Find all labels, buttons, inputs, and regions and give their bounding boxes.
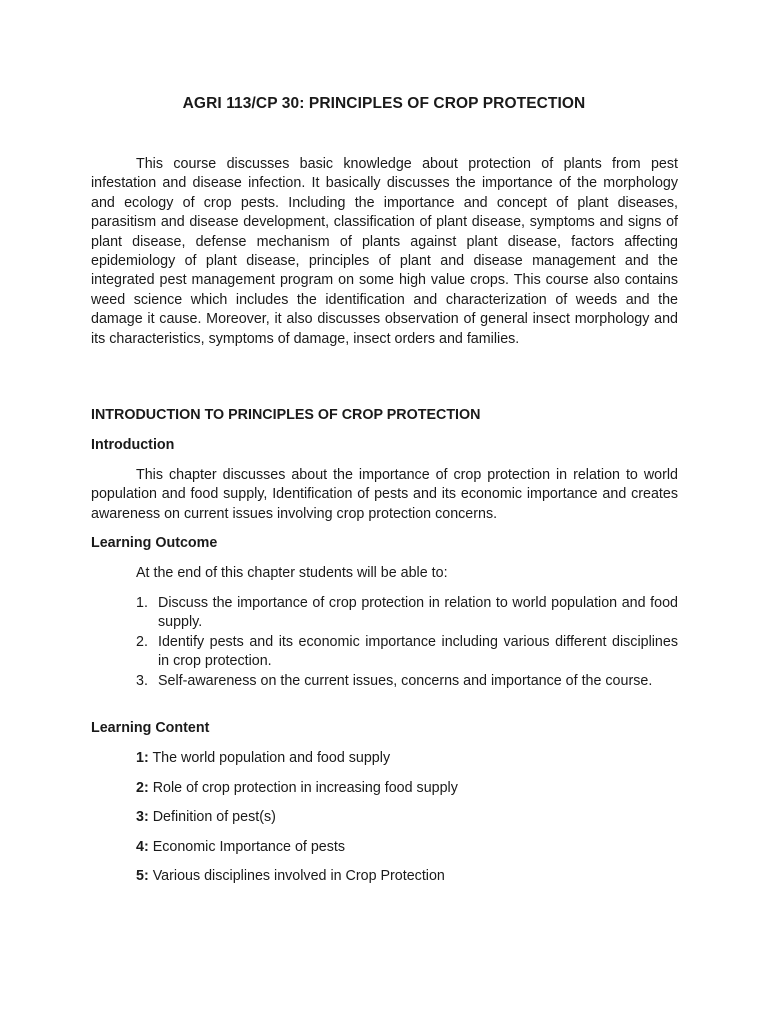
course-description: This course discusses basic knowledge about protection of plants from pest infestation and disease infection. It basically discusses the importance of the morphology and ecology of crop pests. Including the importance and concept of plant diseases, parasitism and disease development, classification of plant disease, symptoms and signs of plant disease, defense mechanism of plants against plant disease, factors affecting epidemiology of plant disease, principles of plant and disease management and the integrated pest management program on some high value crops. This course also contains weed science which includes the identification and characterization of weeds and the damage it cause. Moreover, it also discusses observation of general insect morphology and its characteristics, symptoms of damage, insect orders and families. xyxy=(91,156,678,347)
content-item xyxy=(136,779,458,809)
outcome-item xyxy=(136,672,678,691)
content-number: 1: xyxy=(136,750,149,766)
content-item xyxy=(136,838,458,868)
content-number: 4: xyxy=(136,838,149,855)
content-item xyxy=(136,867,458,897)
page-title: AGRI 113/CP 30: PRINCIPLES OF CROP PROTECTION xyxy=(182,95,586,112)
learning-content-heading: Learning Content xyxy=(91,720,210,736)
content-number: 3: xyxy=(136,809,149,826)
outcome-text: Self-awareness on the current issues, concerns and importance of the course. xyxy=(158,672,653,689)
content-text: Definition of pest(s) xyxy=(152,809,276,826)
content-text: Economic Importance of pests xyxy=(152,838,346,855)
learning-outcome-lead: At the end of this chapter students will be able to: xyxy=(136,565,448,581)
content-number: 2: xyxy=(136,779,149,796)
outcome-item xyxy=(136,633,678,672)
content-number: 5: xyxy=(136,868,149,885)
outcome-text: Identify pests and its economic importance including various different disciplines in crop protection. xyxy=(158,633,678,670)
content-text: Role of crop protection in increasing food supply xyxy=(152,779,458,796)
learning-content-list xyxy=(136,749,458,897)
content-text: Various disciplines involved in Crop Protection xyxy=(152,868,445,885)
outcome-item xyxy=(136,594,678,633)
content-item xyxy=(136,808,458,838)
learning-outcome-list xyxy=(136,594,678,691)
introduction-text: This chapter discusses about the importance of crop protection in relation to world population and food supply, Identification of pests and its economic importance and creates awareness on current issues involving crop protection concerns. xyxy=(91,467,678,522)
content-text: The world population and food supply xyxy=(152,750,391,766)
outcome-text: Discuss the importance of crop protection in relation to world population and food supply. xyxy=(158,595,678,631)
content-item xyxy=(136,749,458,779)
learning-outcome-heading: Learning Outcome xyxy=(91,535,218,551)
introduction-heading: Introduction xyxy=(91,437,175,453)
outcome-number: 1. xyxy=(136,595,148,611)
outcome-number: 2. xyxy=(136,633,148,650)
outcome-number: 3. xyxy=(136,672,148,689)
section-heading: INTRODUCTION TO PRINCIPLES OF CROP PROTECTION xyxy=(91,407,481,423)
